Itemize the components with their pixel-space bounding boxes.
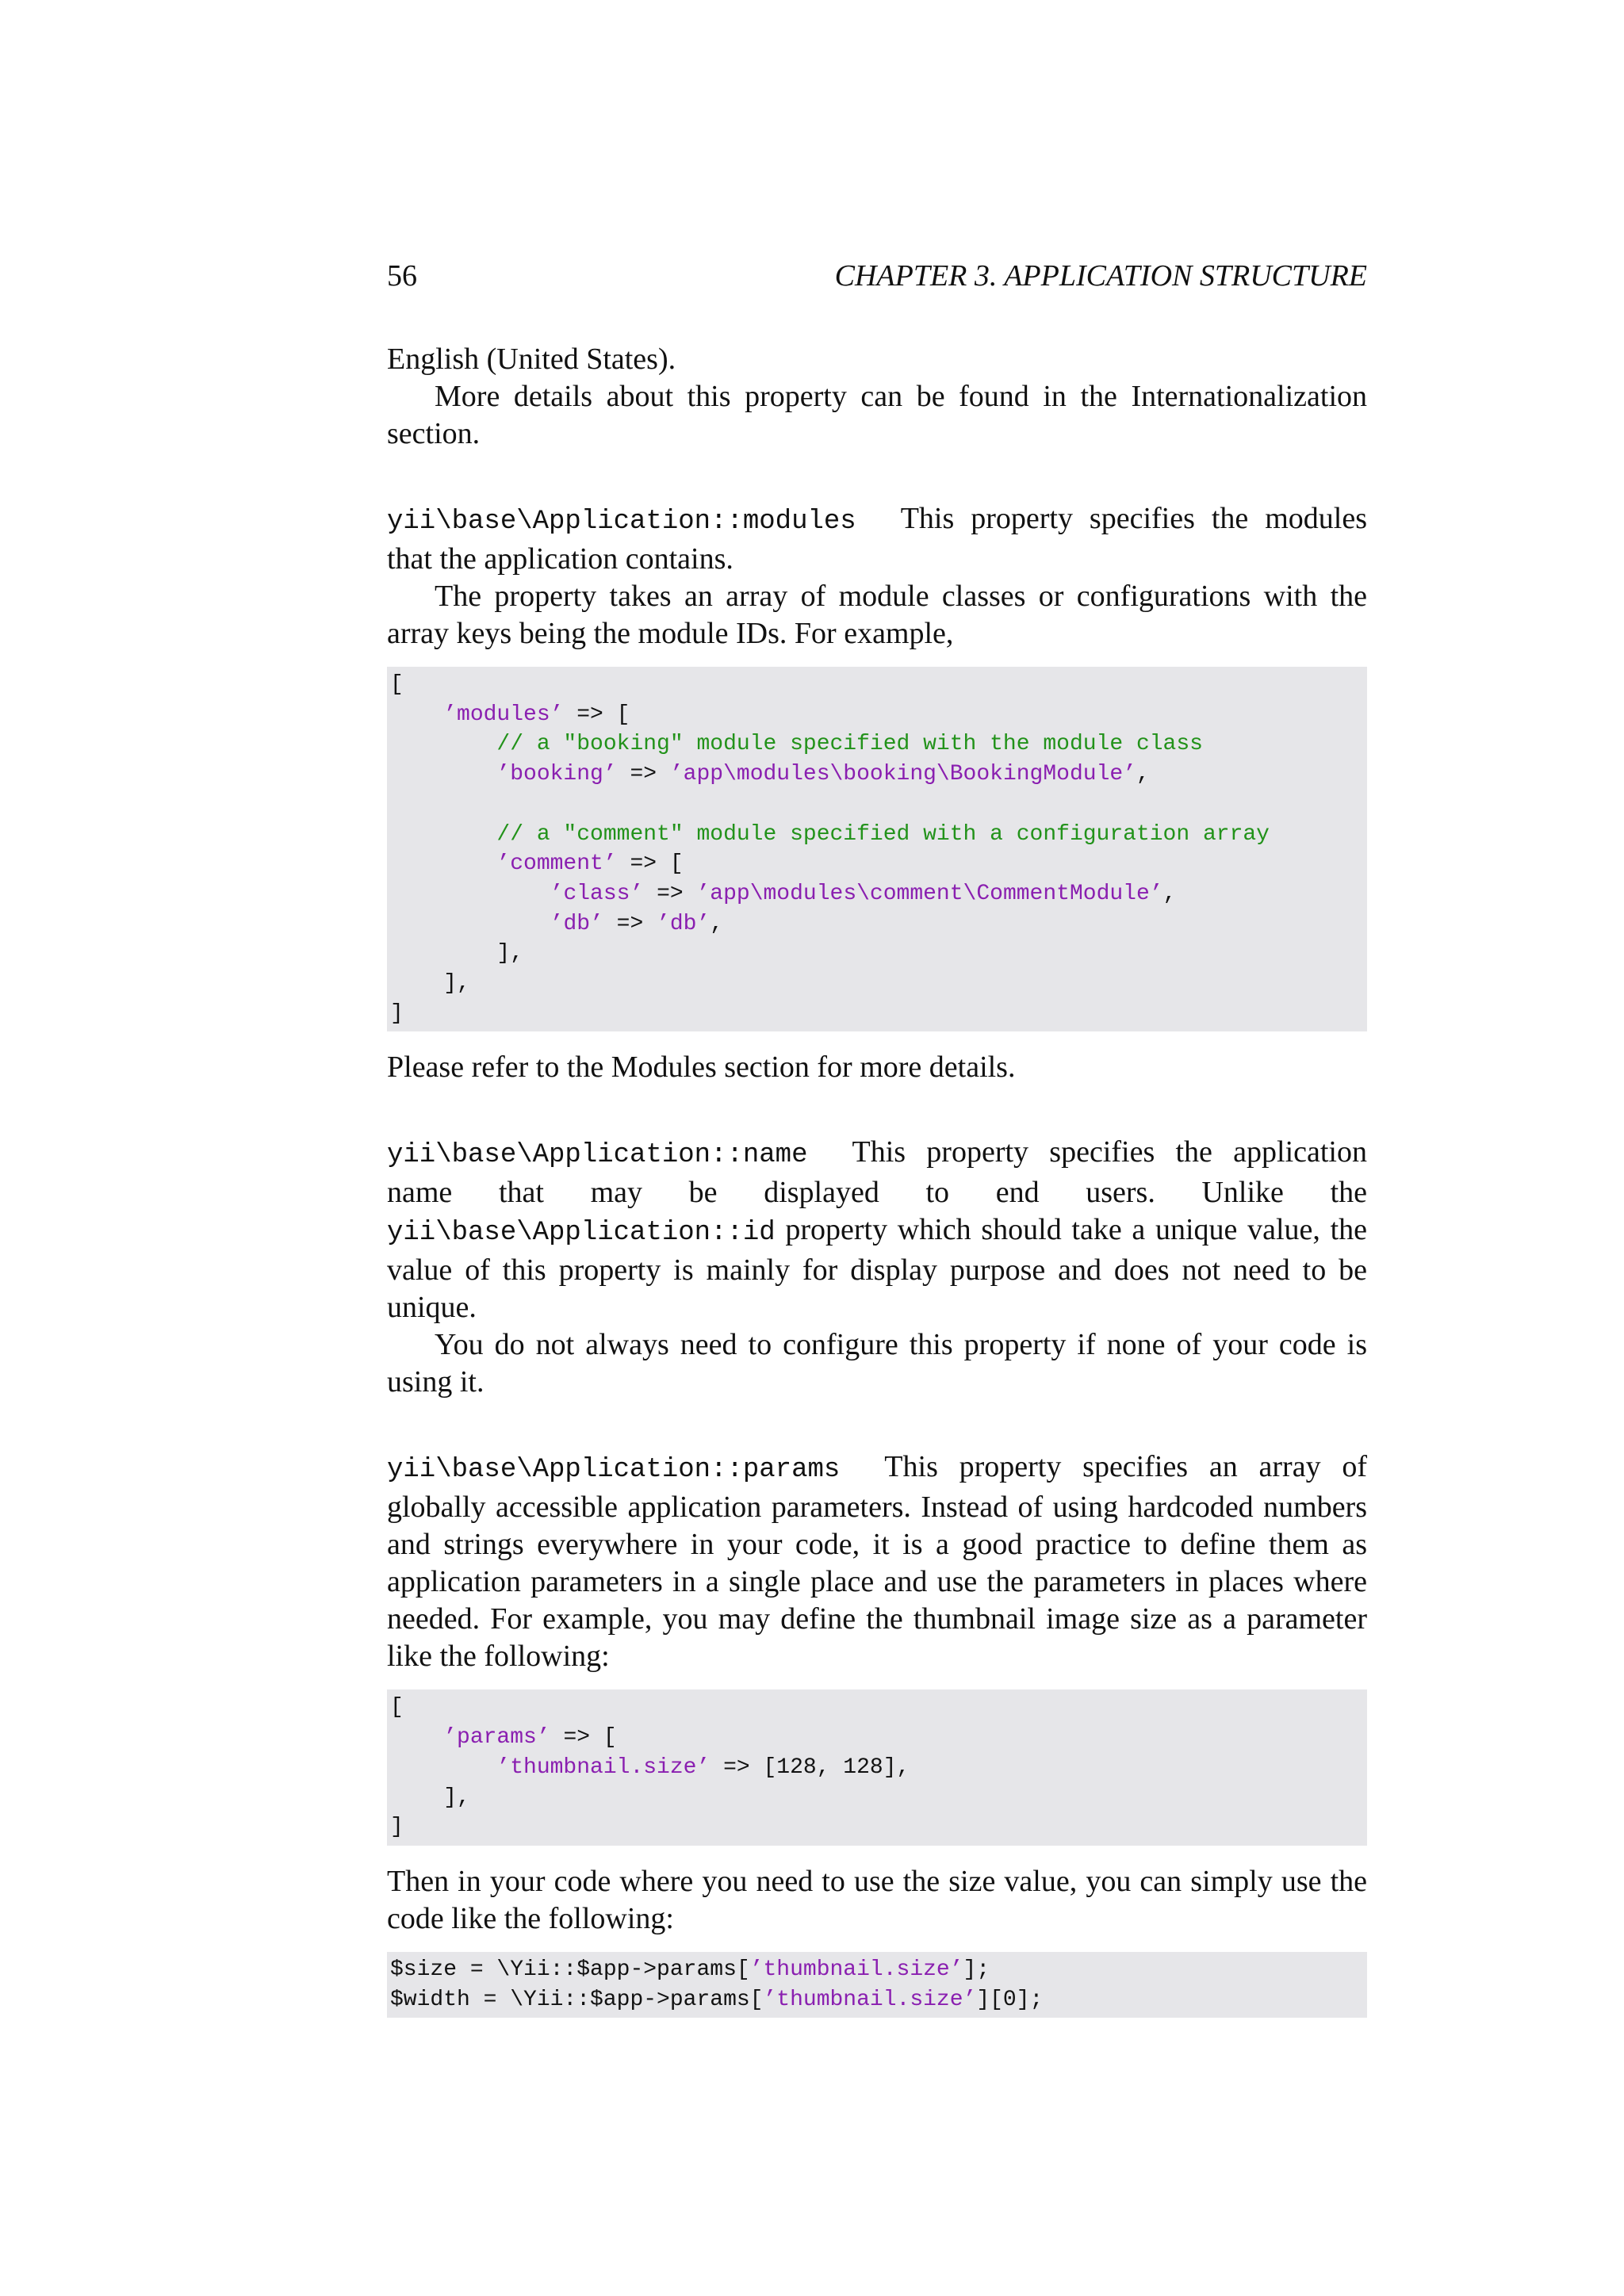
- code-string: ’thumbnail.size’: [496, 1755, 710, 1780]
- code-token: $width = \Yii::$app->params[: [390, 1987, 764, 2012]
- intro-line: English (United States).: [387, 342, 676, 376]
- code-token: ,: [1162, 881, 1177, 906]
- code-token: [390, 851, 496, 876]
- intro-more-details: More details about this property can be found in the Internationalization section.: [387, 380, 1367, 450]
- code-token: [: [390, 672, 404, 697]
- code-string: ’class’: [550, 881, 644, 906]
- code-token: [390, 732, 496, 756]
- code-token: [390, 912, 550, 936]
- code-string: ’params’: [443, 1725, 550, 1751]
- code-token: =>: [616, 762, 670, 787]
- code-token: [390, 882, 550, 906]
- code-token: ]: [390, 1001, 404, 1026]
- code-string: ’db’: [657, 911, 710, 936]
- params-term: yii\base\Application::params: [387, 1455, 841, 1486]
- code-comment: // a "booking" module specified with the module class: [496, 732, 1203, 757]
- code-token: => [: [563, 702, 630, 727]
- params-then: Then in your code where you need to use the size value, you can simply use the code like the following:: [387, 1864, 1367, 1935]
- chapter-title: CHAPTER 3. APPLICATION STRUCTURE: [834, 259, 1367, 293]
- page-number: 56: [387, 259, 417, 293]
- name-paragraph: You do not always need to configure this property if none of your code is using it.: [387, 1328, 1367, 1399]
- code-token: $size = \Yii::$app->params[: [390, 1957, 750, 1982]
- params-definition: [387, 1448, 1367, 1675]
- code-string: ’modules’: [443, 702, 564, 727]
- code-token: =>: [643, 881, 697, 906]
- code-token: [390, 1725, 443, 1750]
- name-code-ref: yii\base\Application::id: [387, 1218, 776, 1249]
- modules-paragraph: The property takes an array of module classes or configurations with the array keys being the module IDs. For example,: [387, 580, 1367, 650]
- name-definition: [387, 1134, 1367, 1326]
- code-string: ’app\modules\booking\BookingModule’: [669, 762, 1136, 787]
- code-token: [390, 822, 496, 847]
- code-token: ],: [390, 971, 470, 997]
- name-desc-b: property which should take a unique value, the value of this property is mainly for display purpose and does not need to be unique.: [387, 1213, 1367, 1325]
- code-token: [390, 762, 496, 786]
- code-token: => [128, 128],: [710, 1755, 910, 1780]
- code-token: ][0];: [976, 1987, 1044, 2012]
- code-string: ’app\modules\comment\CommentModule’: [696, 881, 1163, 906]
- modules-refer: Please refer to the Modules section for more details.: [387, 1050, 1016, 1085]
- code-string: ’thumbnail.size’: [749, 1957, 963, 1982]
- modules-desc: This property specifies the modules that the application contains.: [387, 502, 1367, 576]
- code-token: [390, 702, 443, 727]
- code-comment: // a "comment" module specified with a configuration array: [496, 821, 1270, 847]
- params-desc: This property specifies an array of globally accessible application parameters. Instead of using hardcoded numbers and strings everywhere in your code, it is a good practice to define them as application parameters in a single place and use the parameters in places where needed. For example, you may define the thumbnail image size as a parameter like the following:: [387, 1450, 1367, 1674]
- code-string: ’booking’: [496, 762, 617, 787]
- modules-definition: [387, 500, 1367, 578]
- running-header: [387, 258, 1367, 298]
- code-string: ’db’: [550, 911, 603, 936]
- params-usage-code-block: [387, 1952, 1367, 2018]
- code-token: [390, 1755, 496, 1780]
- code-token: =>: [603, 911, 657, 936]
- code-token: ],: [390, 1785, 470, 1810]
- code-token: ];: [963, 1957, 990, 1982]
- code-string: ’comment’: [496, 851, 617, 877]
- code-token: ,: [1136, 762, 1150, 787]
- name-term: yii\base\Application::name: [387, 1140, 808, 1171]
- code-token: [: [390, 1695, 404, 1720]
- code-token: => [: [550, 1725, 617, 1751]
- code-string: ’thumbnail.size’: [763, 1987, 977, 2012]
- code-token: ]: [390, 1815, 404, 1840]
- modules-code-block: [387, 667, 1367, 1031]
- modules-term: yii\base\Application::modules: [387, 507, 856, 537]
- code-token: ,: [710, 911, 724, 936]
- name-desc-a: This property specifies the application name that may be displayed to end users. Unlike the: [387, 1135, 1367, 1210]
- code-token: ],: [390, 941, 524, 966]
- params-code-block: [387, 1689, 1367, 1846]
- page-body: [387, 341, 1367, 2035]
- code-token: => [: [616, 851, 684, 877]
